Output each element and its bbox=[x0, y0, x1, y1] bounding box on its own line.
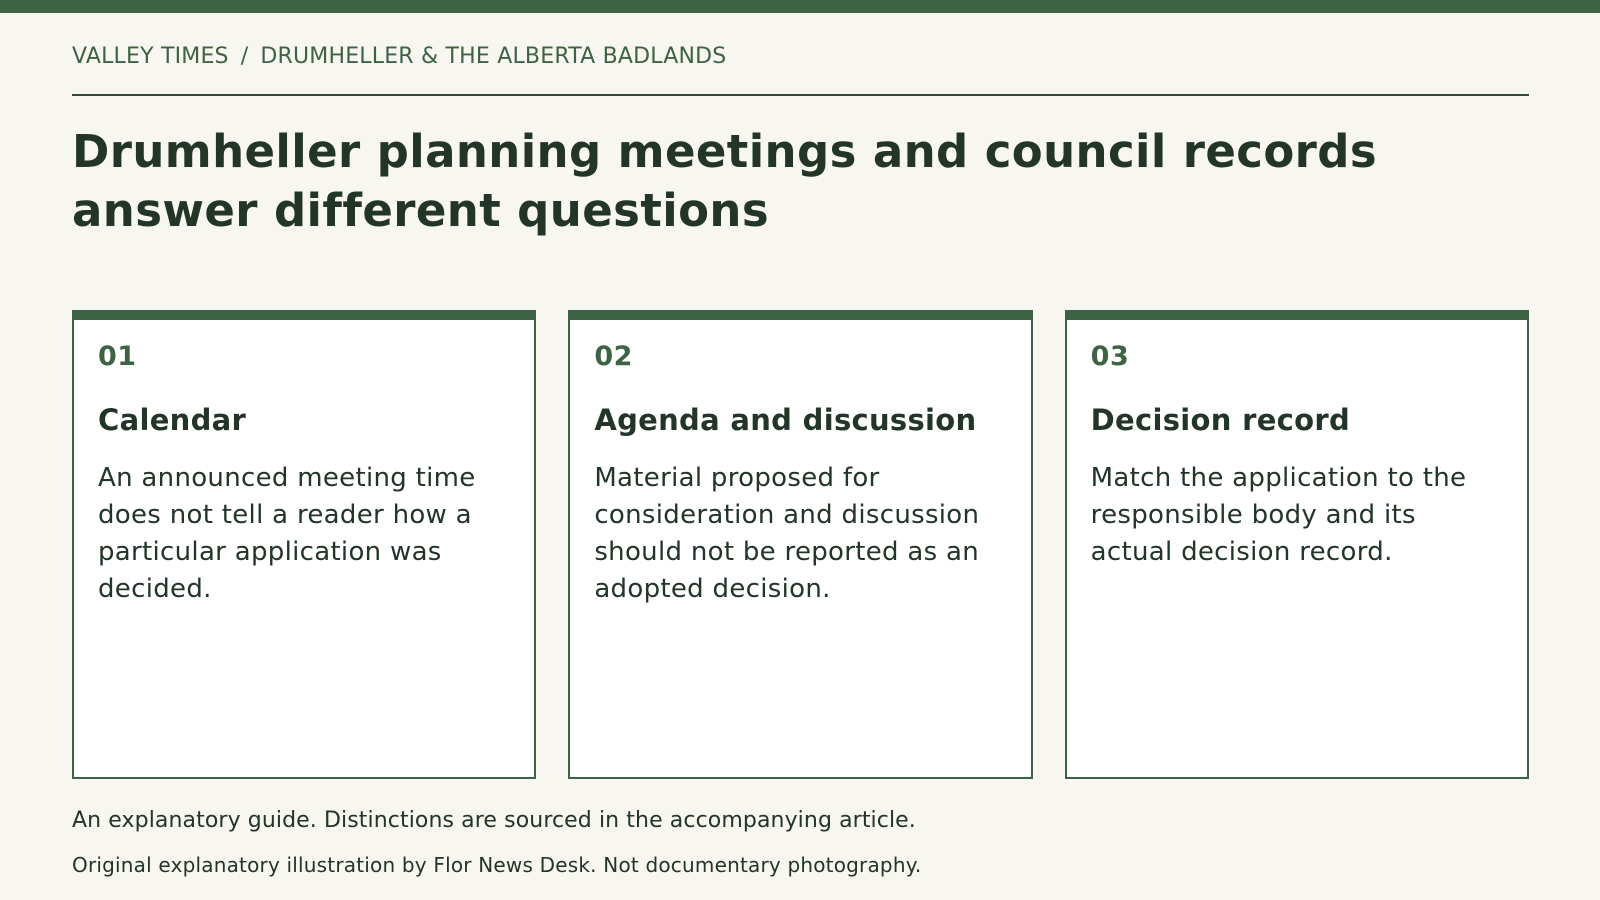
card-decision-record bbox=[1065, 310, 1529, 779]
card-number: 02 bbox=[594, 341, 633, 372]
card-number: 03 bbox=[1090, 341, 1130, 372]
footnote: An explanatory guide. Distinctions are sourced in the accompanying article. bbox=[72, 808, 916, 833]
card-title: Agenda and discussion bbox=[594, 403, 977, 437]
card-grid bbox=[72, 310, 1529, 779]
card-title: Decision record bbox=[1090, 403, 1351, 437]
card-title: Calendar bbox=[98, 403, 247, 437]
breadcrumb-section[interactable]: DRUMHELLER & THE ALBERTA BADLANDS bbox=[260, 44, 727, 69]
breadcrumb bbox=[72, 44, 726, 69]
card-body: Material proposed for consideration and discussion should not be reported as an adopted decision. bbox=[594, 463, 980, 604]
card-number: 01 bbox=[98, 341, 137, 372]
card-agenda-discussion bbox=[568, 310, 1032, 779]
page-title: Drumheller planning meetings and council records answer different questions bbox=[72, 125, 1378, 237]
card-calendar bbox=[72, 310, 536, 779]
top-accent-bar bbox=[0, 0, 1600, 13]
breadcrumb-publication[interactable]: VALLEY TIMES bbox=[72, 44, 229, 69]
card-body: Match the application to the responsible body and its actual decision record. bbox=[1090, 463, 1467, 567]
header-divider bbox=[72, 94, 1529, 96]
card-body: An announced meeting time does not tell a reader how a particular application was decided. bbox=[98, 463, 476, 604]
image-credit: Original explanatory illustration by Flor News Desk. Not documentary photography. bbox=[72, 853, 922, 877]
breadcrumb-separator: / bbox=[240, 44, 249, 69]
